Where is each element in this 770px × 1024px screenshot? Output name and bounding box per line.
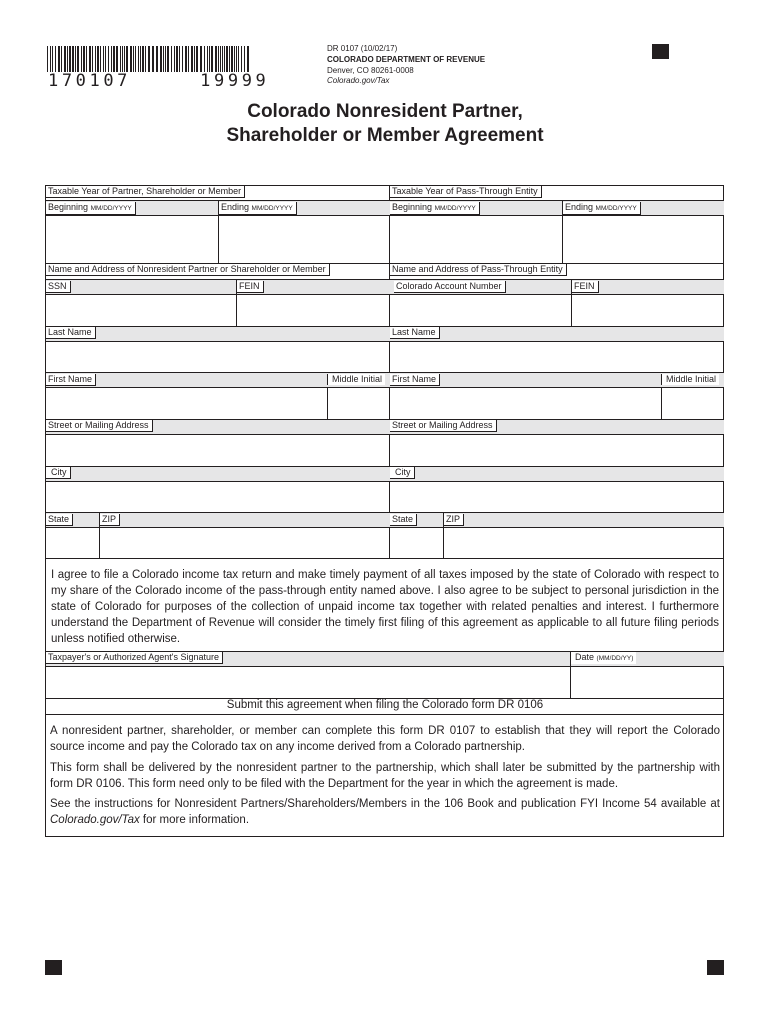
form-id: DR 0107 (10/02/17) <box>327 44 398 53</box>
partner-ending-label: Ending MM/DD/YYYY <box>219 202 297 215</box>
partner-fein-label: FEIN <box>237 281 264 293</box>
registration-mark <box>707 960 724 975</box>
partner-first-name-field[interactable] <box>46 388 327 419</box>
partner-middle-initial-label: Middle Initial <box>327 374 385 385</box>
entity-fein-field[interactable] <box>572 295 724 326</box>
entity-state-field[interactable] <box>390 528 443 558</box>
entity-beginning-label: Beginning MM/DD/YYYY <box>390 202 480 215</box>
partner-state-label: State <box>46 514 73 526</box>
partner-city-field[interactable] <box>46 482 389 512</box>
form-title-line-1: Colorado Nonresident Partner, <box>247 101 523 122</box>
entity-account-label: Colorado Account Number <box>394 281 506 293</box>
signature-label: Taxpayer's or Authorized Agent's Signature <box>46 652 223 664</box>
signature-field[interactable] <box>46 667 570 698</box>
entity-last-name-label: Last Name <box>390 327 440 339</box>
website-link[interactable]: Colorado.gov/Tax <box>50 814 140 826</box>
partner-name-address-label: Name and Address of Nonresident Partner or Shareholder or Member <box>46 264 330 276</box>
agreement-statement: I agree to file a Colorado income tax return and make timely payment of all taxes imposed by the state of Colorado with respect to my share of the Colorado income of the pass-through entity named above. I also agree to be subject to personal jurisdiction in the state of Colorado for purposes of the collection of unpaid income tax together with related penalties and interest. I furthermore understand the Department of Revenue will consider the timely first filing of this agreement as applicable to all future filing periods unless notified otherwise. <box>51 569 719 645</box>
entity-street-label: Street or Mailing Address <box>390 420 497 432</box>
entity-fein-label: FEIN <box>572 281 599 293</box>
partner-middle-initial-field[interactable] <box>328 388 389 419</box>
entity-ending-label: Ending MM/DD/YYYY <box>563 202 641 215</box>
entity-account-number-field[interactable] <box>390 295 571 326</box>
entity-middle-initial-label: Middle Initial <box>661 374 719 385</box>
department-address: Denver, CO 80261-0008 <box>327 66 414 75</box>
partner-tax-year-label: Taxable Year of Partner, Shareholder or Member <box>46 186 245 198</box>
instruction-paragraph-1: A nonresident partner, shareholder, or member can complete this form DR 0107 to establish that they will report the Colorado source income and pay the Colorado tax on any income derived from a Colorado partnership. <box>50 725 720 753</box>
partner-ssn-label: SSN <box>46 281 71 293</box>
entity-middle-initial-field[interactable] <box>662 388 724 419</box>
entity-state-label: State <box>390 514 417 526</box>
instruction-paragraph-3: See the instructions for Nonresident Partners/Shareholders/Members in the 106 Book and publication FYI Income 54 available at Colorado.gov/Tax for more information. <box>50 798 720 826</box>
partner-ssn-field[interactable] <box>46 295 236 326</box>
signature-date-label: Date (MM/DD/YY) <box>570 652 636 664</box>
department-website: Colorado.gov/Tax <box>327 76 390 85</box>
partner-last-name-label: Last Name <box>46 327 96 339</box>
entity-street-field[interactable] <box>390 435 724 466</box>
partner-city-label: City <box>46 467 71 479</box>
registration-mark <box>45 960 62 975</box>
entity-zip-label: ZIP <box>444 514 464 526</box>
barcode-number: 170107 19999 <box>48 71 270 91</box>
entity-first-name-label: First Name <box>390 374 440 386</box>
agreement-form <box>45 185 724 837</box>
partner-first-name-label: First Name <box>46 374 96 386</box>
entity-ending-date-field[interactable] <box>563 216 724 263</box>
entity-city-field[interactable] <box>390 482 724 512</box>
partner-fein-field[interactable] <box>237 295 389 326</box>
form-title <box>0 100 770 148</box>
partner-beginning-label: Beginning MM/DD/YYYY <box>46 202 136 215</box>
partner-ending-date-field[interactable] <box>219 216 389 263</box>
partner-street-label: Street or Mailing Address <box>46 420 153 432</box>
partner-zip-field[interactable] <box>100 528 389 558</box>
signature-date-field[interactable] <box>571 667 724 698</box>
partner-last-name-field[interactable] <box>46 342 389 372</box>
instruction-paragraph-2: This form shall be delivered by the nonresident partner to the partnership, which shall later be submitted by the partnership with form DR 0106. This form need only to be filed with the Department for the year in which the agreement is made. <box>50 762 720 790</box>
entity-tax-year-label: Taxable Year of Pass-Through Entity <box>390 186 542 198</box>
partner-zip-label: ZIP <box>100 514 120 526</box>
entity-name-address-label: Name and Address of Pass-Through Entity <box>390 264 567 276</box>
department-name: COLORADO DEPARTMENT OF REVENUE <box>327 55 486 64</box>
barcode <box>47 46 253 72</box>
submit-instruction: Submit this agreement when filing the Colorado form DR 0106 <box>226 699 544 711</box>
entity-city-label: City <box>390 467 415 479</box>
partner-state-field[interactable] <box>46 528 99 558</box>
entity-beginning-date-field[interactable] <box>390 216 562 263</box>
partner-beginning-date-field[interactable] <box>46 216 218 263</box>
entity-zip-field[interactable] <box>444 528 724 558</box>
partner-street-field[interactable] <box>46 435 389 466</box>
entity-first-name-field[interactable] <box>390 388 661 419</box>
entity-last-name-field[interactable] <box>390 342 724 372</box>
registration-mark <box>652 44 669 59</box>
form-title-line-2: Shareholder or Member Agreement <box>226 125 544 146</box>
